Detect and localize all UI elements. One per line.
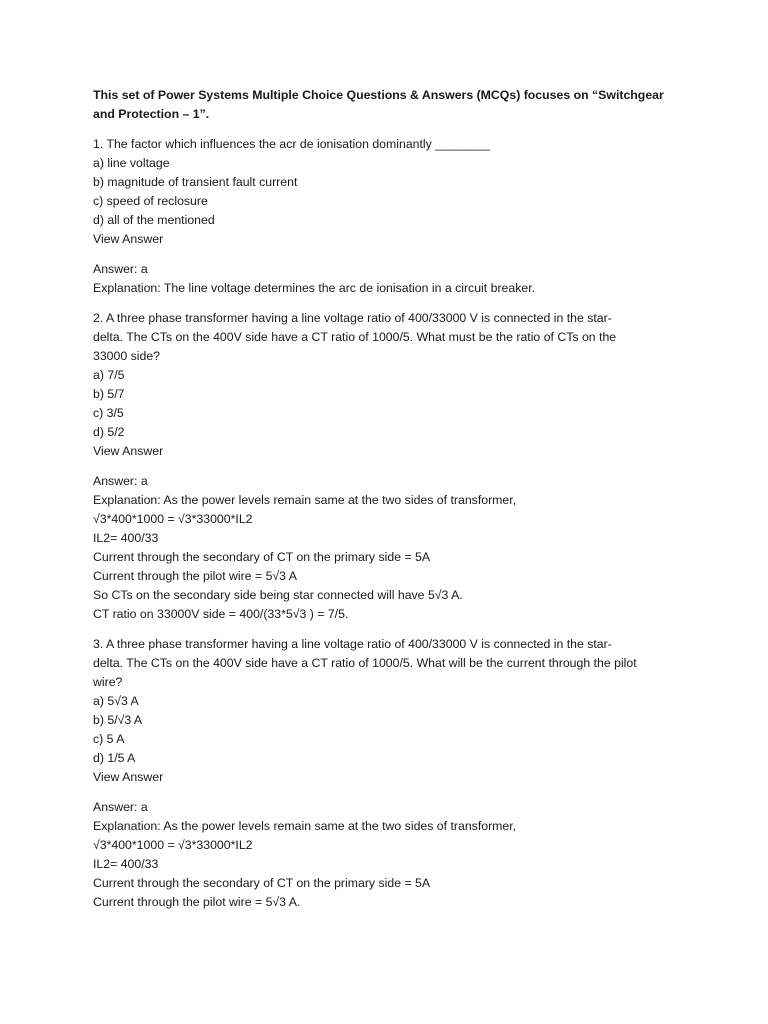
- explanation-line: Current through the secondary of CT on the primary side = 5A: [93, 550, 431, 564]
- explanation-line: Current through the secondary of CT on the primary side = 5A: [93, 876, 431, 890]
- document-title: [93, 86, 683, 124]
- explanation-line: √3*400*1000 = √3*33000*IL2: [93, 838, 253, 852]
- explanation-line: CT ratio on 33000V side = 400/(33*5√3 ) = 7/5.: [93, 607, 349, 621]
- explanation-line: √3*400*1000 = √3*33000*IL2: [93, 512, 253, 526]
- view-answer-link[interactable]: View Answer: [93, 770, 164, 784]
- option-b: b) 5/7: [93, 387, 125, 401]
- title-line: and Protection – 1”.: [93, 107, 210, 121]
- view-answer-link[interactable]: View Answer: [93, 232, 164, 246]
- option-c: c) 5 A: [93, 732, 125, 746]
- document-content: [93, 86, 683, 912]
- view-answer-link[interactable]: View Answer: [93, 444, 164, 458]
- question-text: delta. The CTs on the 400V side have a CT ratio of 1000/5. What must be the ratio of CTs on the: [93, 330, 617, 344]
- explanation-line: Explanation: The line voltage determines the arc de ionisation in a circuit breaker.: [93, 281, 536, 295]
- option-b: b) 5/√3 A: [93, 713, 143, 727]
- answer-text: Answer: a: [93, 474, 148, 488]
- option-d: d) 1/5 A: [93, 751, 136, 765]
- question-text: 1. The factor which influences the acr de ionisation dominantly ________: [93, 137, 490, 151]
- title-line: This set of Power Systems Multiple Choice Questions & Answers (MCQs) focuses on “Switchgear: [93, 88, 664, 102]
- option-d: d) 5/2: [93, 425, 125, 439]
- explanation-line: IL2= 400/33: [93, 531, 159, 545]
- option-a: a) line voltage: [93, 156, 170, 170]
- explanation-line: Explanation: As the power levels remain same at the two sides of transformer,: [93, 819, 517, 833]
- option-c: c) 3/5: [93, 406, 124, 420]
- explanation-line: Explanation: As the power levels remain same at the two sides of transformer,: [93, 493, 517, 507]
- explanation-line: So CTs on the secondary side being star connected will have 5√3 A.: [93, 588, 463, 602]
- answer-text: Answer: a: [93, 262, 148, 276]
- question-text: 33000 side?: [93, 349, 161, 363]
- question-block-1: [93, 135, 683, 298]
- option-d: d) all of the mentioned: [93, 213, 215, 227]
- option-b: b) magnitude of transient fault current: [93, 175, 298, 189]
- explanation-line: Current through the pilot wire = 5√3 A: [93, 569, 297, 583]
- question-text: delta. The CTs on the 400V side have a CT ratio of 1000/5. What will be the current through the pilot: [93, 656, 637, 670]
- question-text: 3. A three phase transformer having a line voltage ratio of 400/33000 V is connected in the star-: [93, 637, 612, 651]
- explanation-line: IL2= 400/33: [93, 857, 159, 871]
- question-text: wire?: [93, 675, 123, 689]
- option-a: a) 7/5: [93, 368, 125, 382]
- answer-text: Answer: a: [93, 800, 148, 814]
- question-block-2: [93, 309, 683, 624]
- explanation-line: Current through the pilot wire = 5√3 A.: [93, 895, 301, 909]
- question-text: 2. A three phase transformer having a line voltage ratio of 400/33000 V is connected in the star-: [93, 311, 612, 325]
- question-block-3: [93, 635, 683, 912]
- option-c: c) speed of reclosure: [93, 194, 208, 208]
- option-a: a) 5√3 A: [93, 694, 139, 708]
